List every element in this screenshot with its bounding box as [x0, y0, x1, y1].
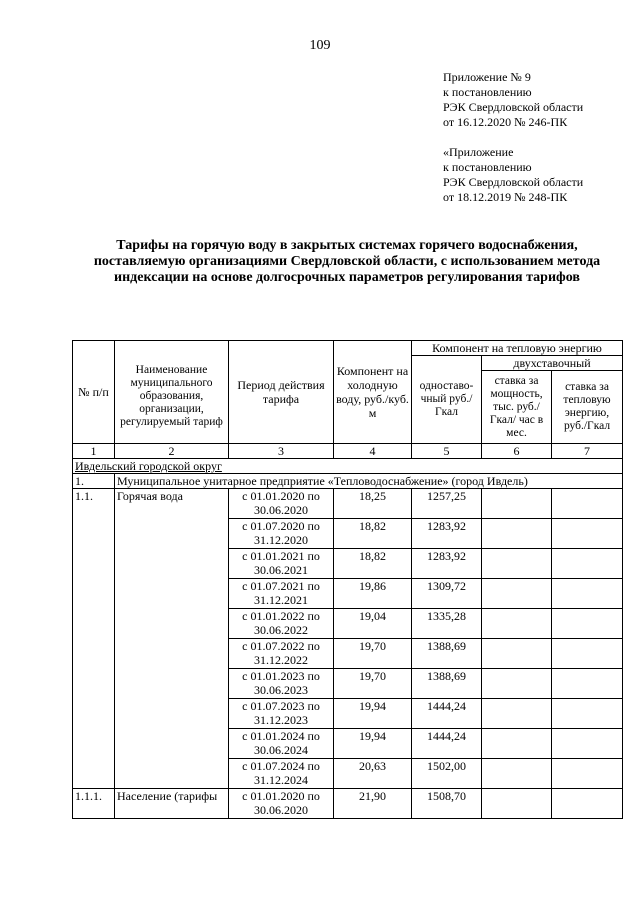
- column-number: 6: [482, 444, 552, 459]
- cold-water-cell: 18,25: [334, 489, 412, 519]
- power-rate-cell: [482, 789, 552, 819]
- header-single-rate: одноставо-чный руб./Гкал: [412, 356, 482, 444]
- power-rate-cell: [482, 519, 552, 549]
- energy-rate-cell: [552, 669, 623, 699]
- period-cell: с 01.07.2022 по 31.12.2022: [229, 639, 334, 669]
- column-number: 3: [229, 444, 334, 459]
- appendix-line: «Приложение: [443, 145, 514, 159]
- header-heat-group: Компонент на тепловую энергию: [412, 341, 623, 356]
- single-rate-cell: 1502,00: [412, 759, 482, 789]
- appendix-block-previous: [443, 145, 583, 205]
- group-name: Горячая вода: [115, 489, 229, 789]
- appendix-line: Приложение № 9: [443, 70, 531, 84]
- org-name: Муниципальное унитарное предприятие «Тепловодоснабжение» (город Ивдель): [115, 474, 623, 489]
- cold-water-cell: 19,94: [334, 699, 412, 729]
- column-number: 5: [412, 444, 482, 459]
- period-cell: с 01.01.2021 по 30.06.2021: [229, 549, 334, 579]
- energy-rate-cell: [552, 729, 623, 759]
- header-cold-water: Компонент на холодную воду, руб./куб. м: [334, 341, 412, 444]
- energy-rate-cell: [552, 579, 623, 609]
- column-number: 4: [334, 444, 412, 459]
- single-rate-cell: 1283,92: [412, 549, 482, 579]
- period-cell: с 01.07.2021 по 31.12.2021: [229, 579, 334, 609]
- period-cell: с 01.07.2024 по 31.12.2024: [229, 759, 334, 789]
- single-rate-cell: 1283,92: [412, 519, 482, 549]
- energy-rate-cell: [552, 639, 623, 669]
- header-two-part-group: двухставочный: [482, 356, 623, 371]
- single-rate-cell: 1388,69: [412, 669, 482, 699]
- single-rate-cell: 1444,24: [412, 699, 482, 729]
- power-rate-cell: [482, 579, 552, 609]
- period-cell: с 01.01.2024 по 30.06.2024: [229, 729, 334, 759]
- cold-water-cell: 19,70: [334, 669, 412, 699]
- header-name: Наименование муниципального образования, организации, регулируемый тариф: [115, 341, 229, 444]
- single-rate-cell: 1257,25: [412, 489, 482, 519]
- cold-water-cell: 18,82: [334, 519, 412, 549]
- cold-water-cell: 20,63: [334, 759, 412, 789]
- single-rate-cell: 1388,69: [412, 639, 482, 669]
- energy-rate-cell: [552, 699, 623, 729]
- appendix-line: к постановлению: [443, 160, 532, 174]
- power-rate-cell: [482, 729, 552, 759]
- power-rate-cell: [482, 759, 552, 789]
- header-power-rate: ставка за мощность, тыс. руб./Гкал/ час в мес.: [482, 371, 552, 444]
- column-number: 1: [73, 444, 115, 459]
- group-name: Население (тарифы: [115, 789, 229, 819]
- appendix-line: от 16.12.2020 № 246-ПК: [443, 115, 568, 129]
- group-number: 1.1.: [73, 489, 115, 789]
- cold-water-cell: 19,70: [334, 639, 412, 669]
- period-cell: с 01.07.2020 по 31.12.2020: [229, 519, 334, 549]
- energy-rate-cell: [552, 609, 623, 639]
- energy-rate-cell: [552, 489, 623, 519]
- org-number: 1.: [73, 474, 115, 489]
- single-rate-cell: 1309,72: [412, 579, 482, 609]
- header-period: Период действия тарифа: [229, 341, 334, 444]
- cold-water-cell: 18,82: [334, 549, 412, 579]
- table-row: [73, 489, 623, 519]
- region-name: Ивдельский городской округ: [73, 459, 623, 474]
- single-rate-cell: 1508,70: [412, 789, 482, 819]
- energy-rate-cell: [552, 519, 623, 549]
- power-rate-cell: [482, 549, 552, 579]
- power-rate-cell: [482, 609, 552, 639]
- power-rate-cell: [482, 699, 552, 729]
- period-cell: с 01.01.2023 по 30.06.2023: [229, 669, 334, 699]
- appendix-line: РЭК Свердловской области: [443, 100, 584, 114]
- energy-rate-cell: [552, 789, 623, 819]
- single-rate-cell: 1444,24: [412, 729, 482, 759]
- document-title: Тарифы на горячую воду в закрытых системах горячего водоснабжения, поставляемую организациями Свердловской области, с использованием метода индексации на основе долгосрочных параметров регулирования тарифов: [93, 238, 601, 285]
- header-energy-rate: ставка за тепловую энергию, руб./Гкал: [552, 371, 623, 444]
- power-rate-cell: [482, 489, 552, 519]
- table-row: [73, 789, 623, 819]
- appendix-line: РЭК Свердловской области: [443, 175, 584, 189]
- group-number: 1.1.1.: [73, 789, 115, 819]
- power-rate-cell: [482, 639, 552, 669]
- column-number: 7: [552, 444, 623, 459]
- cold-water-cell: 21,90: [334, 789, 412, 819]
- cold-water-cell: 19,94: [334, 729, 412, 759]
- cold-water-cell: 19,04: [334, 609, 412, 639]
- energy-rate-cell: [552, 549, 623, 579]
- power-rate-cell: [482, 669, 552, 699]
- period-cell: с 01.01.2020 по 30.06.2020: [229, 789, 334, 819]
- cold-water-cell: 19,86: [334, 579, 412, 609]
- page-number: 109: [309, 38, 331, 53]
- period-cell: с 01.07.2023 по 31.12.2023: [229, 699, 334, 729]
- header-num: № п/п: [73, 341, 115, 444]
- appendix-line: к постановлению: [443, 85, 532, 99]
- energy-rate-cell: [552, 759, 623, 789]
- single-rate-cell: 1335,28: [412, 609, 482, 639]
- column-number: 2: [115, 444, 229, 459]
- appendix-line: от 18.12.2019 № 248-ПК: [443, 190, 568, 204]
- tariff-table: [72, 340, 623, 819]
- appendix-block-current: [443, 70, 583, 130]
- period-cell: с 01.01.2022 по 30.06.2022: [229, 609, 334, 639]
- period-cell: с 01.01.2020 по 30.06.2020: [229, 489, 334, 519]
